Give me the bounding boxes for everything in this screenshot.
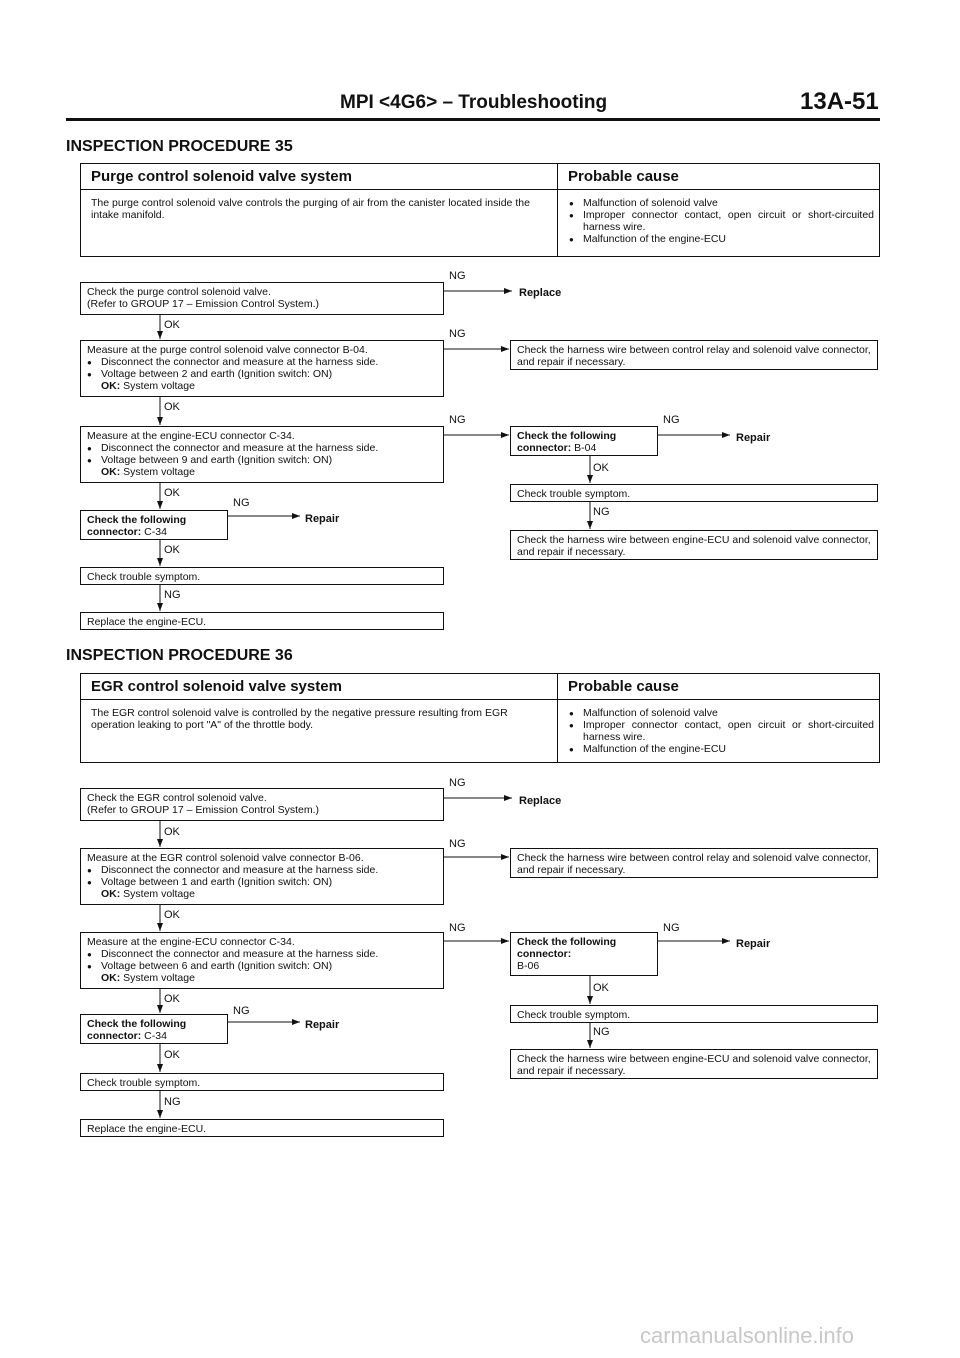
step-check-connector-c34: Check the following connector: C-34 [80,510,228,540]
ok-label: OK [164,993,180,1005]
procedure-36-title: INSPECTION PROCEDURE 36 [66,647,293,664]
ng-label: NG [449,414,466,426]
ng-label: NG [233,497,250,509]
cause-item: ● Malfunction of the engine-ECU [569,233,874,245]
step-check-harness-ecu: Check the harness wire between engine-ECU and solenoid valve connector, and repair if necessary. [510,530,878,560]
ok-label: OK [164,1049,180,1061]
ng-label: NG [164,1096,181,1108]
step-measure-ecu-connector: Measure at the engine-ECU connector C-34. ● Disconnect the connector and measure at the harness side. ● Voltage between 6 and earth (Ignition switch: ON) OK: System voltage [80,932,444,989]
system-description: The purge control solenoid valve controls the purging of air from the canister located inside the intake manifold. [91,197,530,221]
procedure-35-title: INSPECTION PROCEDURE 35 [66,138,293,155]
repair-label: Repair [305,1019,340,1031]
probable-cause-header: Probable cause [568,678,679,695]
ng-label: NG [233,1005,250,1017]
step-replace-ecu: Replace the engine-ECU. [80,1119,444,1137]
system-description: The EGR control solenoid valve is controlled by the negative pressure resulting from EGR operation leaking to port "A" of the throttle body. [91,707,508,731]
ok-label: OK [593,462,609,474]
ng-label: NG [449,777,466,789]
replace-label: Replace [519,287,562,299]
ok-label: OK [164,401,180,413]
step-check-harness-relay: Check the harness wire between control relay and solenoid valve connector, and repair if necessary. [510,848,878,878]
cause-item: ● Malfunction of solenoid valve [569,707,874,719]
ng-label: NG [663,922,680,934]
repair-label: Repair [305,513,340,525]
page-number: 13A-51 [800,88,879,115]
repair-label: Repair [736,432,771,444]
system-name: Purge control solenoid valve system [91,168,352,185]
probable-cause-header: Probable cause [568,168,679,185]
ok-label: OK [164,826,180,838]
step-measure-solenoid-connector: Measure at the EGR control solenoid valve connector B-06. ● Disconnect the connector and measure at the harness side. ● Voltage between 1 and earth (Ignition switch: ON) OK: System voltage [80,848,444,905]
step-check-trouble-symptom: Check trouble symptom. [80,1073,444,1091]
repair-label: Repair [736,938,771,950]
ng-label: NG [449,328,466,340]
ok-label: OK [164,909,180,921]
page-header-title: MPI <4G6> – Troubleshooting [340,92,608,113]
step-check-trouble-symptom-right: Check trouble symptom. [510,1005,878,1023]
ng-label: NG [593,506,610,518]
replace-label: Replace [519,795,562,807]
ng-label: NG [164,589,181,601]
cause-item: ● Malfunction of solenoid valve [569,197,874,209]
step-check-connector-c34: Check the following connector: C-34 [80,1014,228,1044]
ok-label: OK [164,487,180,499]
step-check-connector-b04: Check the following connector: B-04 [510,426,658,456]
step-check-trouble-symptom-right: Check trouble symptom. [510,484,878,502]
step-replace-ecu: Replace the engine-ECU. [80,612,444,630]
cause-item: ● Malfunction of the engine-ECU [569,743,874,755]
ok-label: OK [593,982,609,994]
ng-label: NG [663,414,680,426]
ok-label: OK [164,319,180,331]
step-check-harness-ecu: Check the harness wire between engine-ECU and solenoid valve connector, and repair if necessary. [510,1049,878,1079]
step-check-solenoid-valve: Check the EGR control solenoid valve. (Refer to GROUP 17 – Emission Control System.) [80,788,444,821]
ng-label: NG [449,922,466,934]
ng-label: NG [449,838,466,850]
system-name: EGR control solenoid valve system [91,678,342,695]
ng-label: NG [449,270,466,282]
step-check-connector-b06: Check the following connector: B-06 [510,932,658,976]
cause-item: ● Improper connector contact, open circuit or short-circuited harness wire. [569,209,874,233]
cause-item: ● Improper connector contact, open circuit or short-circuited harness wire. [569,719,874,743]
ng-label: NG [593,1026,610,1038]
ok-label: OK [164,544,180,556]
step-measure-ecu-connector: Measure at the engine-ECU connector C-34. ● Disconnect the connector and measure at the harness side. ● Voltage between 9 and earth (Ignition switch: ON) OK: System voltage [80,426,444,483]
step-check-trouble-symptom: Check trouble symptom. [80,567,444,585]
step-check-harness-relay: Check the harness wire between control relay and solenoid valve connector, and repair if necessary. [510,340,878,370]
step-check-solenoid-valve: Check the purge control solenoid valve. (Refer to GROUP 17 – Emission Control System.) [80,282,444,315]
step-measure-solenoid-connector: Measure at the purge control solenoid valve connector B-04. ● Disconnect the connector and measure at the harness side. ● Voltage between 2 and earth (Ignition switch: ON) OK: System voltage [80,340,444,397]
watermark: carmanualsonline.info [640,1323,855,1348]
